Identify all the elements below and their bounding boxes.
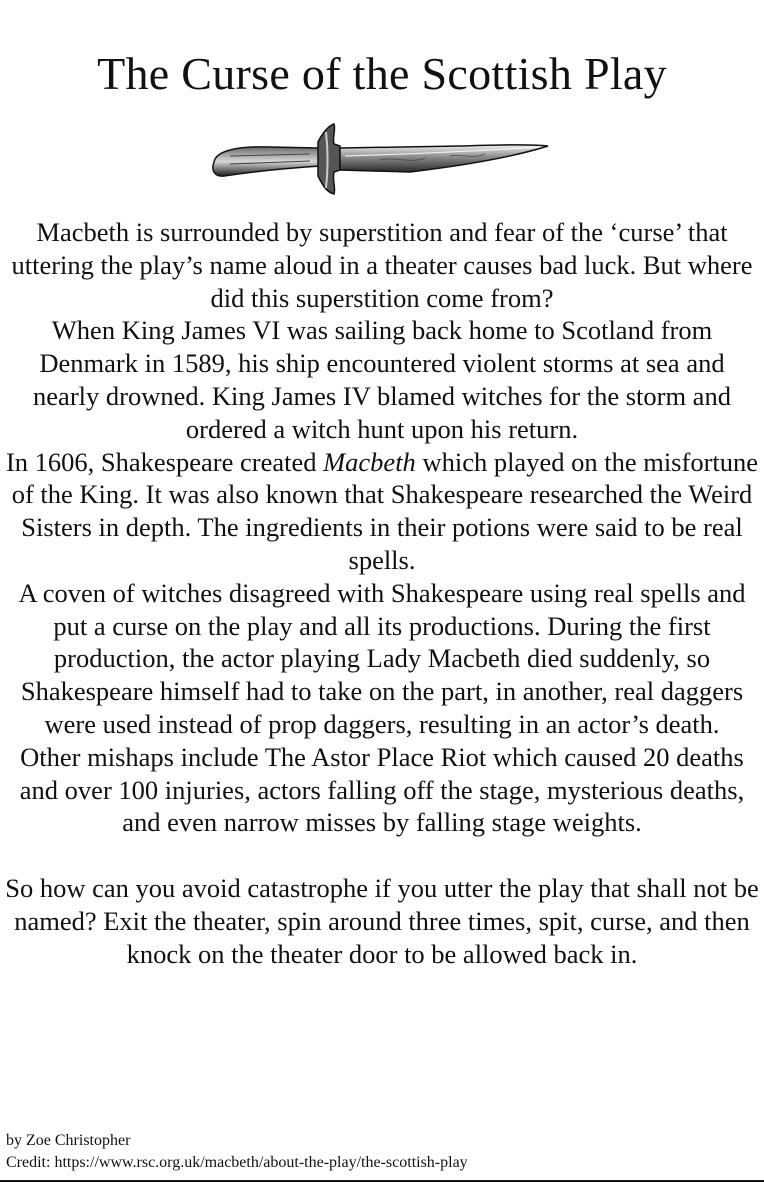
play-title-italic: Macbeth [323, 446, 416, 477]
credit-line: Credit: https://www.rsc.org.uk/macbeth/about-the-play/the-scottish-play [6, 1154, 468, 1171]
paragraph-shakespeare: In 1606, Shakespeare created Macbeth which played on the misfortune of the King. It was also known that Shakespeare researched the Weird Sisters in depth. The ingredients in their potions were said to be real spells. [5, 446, 759, 575]
paragraph-origin: Macbeth is surrounded by superstition and fear of the ‘curse’ that uttering the play’s name aloud in a theater causes bad luck. But where did this superstition come from? [11, 217, 753, 313]
page-title: The Curse of the Scottish Play [97, 48, 667, 99]
article-body [4, 216, 760, 970]
author-line: by Zoe Christopher [6, 1132, 131, 1149]
footer [6, 1130, 756, 1174]
paragraph-mishaps: Other mishaps include The Astor Place Riot which caused 20 deaths and over 100 injuries, actors falling off the stage, mysterious deaths, and even narrow misses by falling stage weights. [19, 741, 745, 838]
paragraph-king-james: When King James VI was sailing back home to Scotland from Denmark in 1589, his ship encountered violent storms at sea and nearly drowned. King James IV blamed witches for the storm and ordered a witch hunt upon his return. [33, 315, 731, 444]
dagger-illustration [210, 120, 550, 200]
bottom-divider [0, 1180, 764, 1182]
paragraph-remedy: So how can you avoid catastrophe if you utter the play that shall not be named? Exit the theater, spin around three times, spit, curse, and then knock on the theater door to be allowed back in. [5, 872, 759, 969]
paragraph-coven: A coven of witches disagreed with Shakespeare using real spells and put a curse on the play and all its productions. During the first production, the actor playing Lady Macbeth died suddenly, so Shakespeare himself had to take on the part, in another, real daggers were used instead of prop daggers, resulting in an actor’s death. [18, 577, 746, 739]
